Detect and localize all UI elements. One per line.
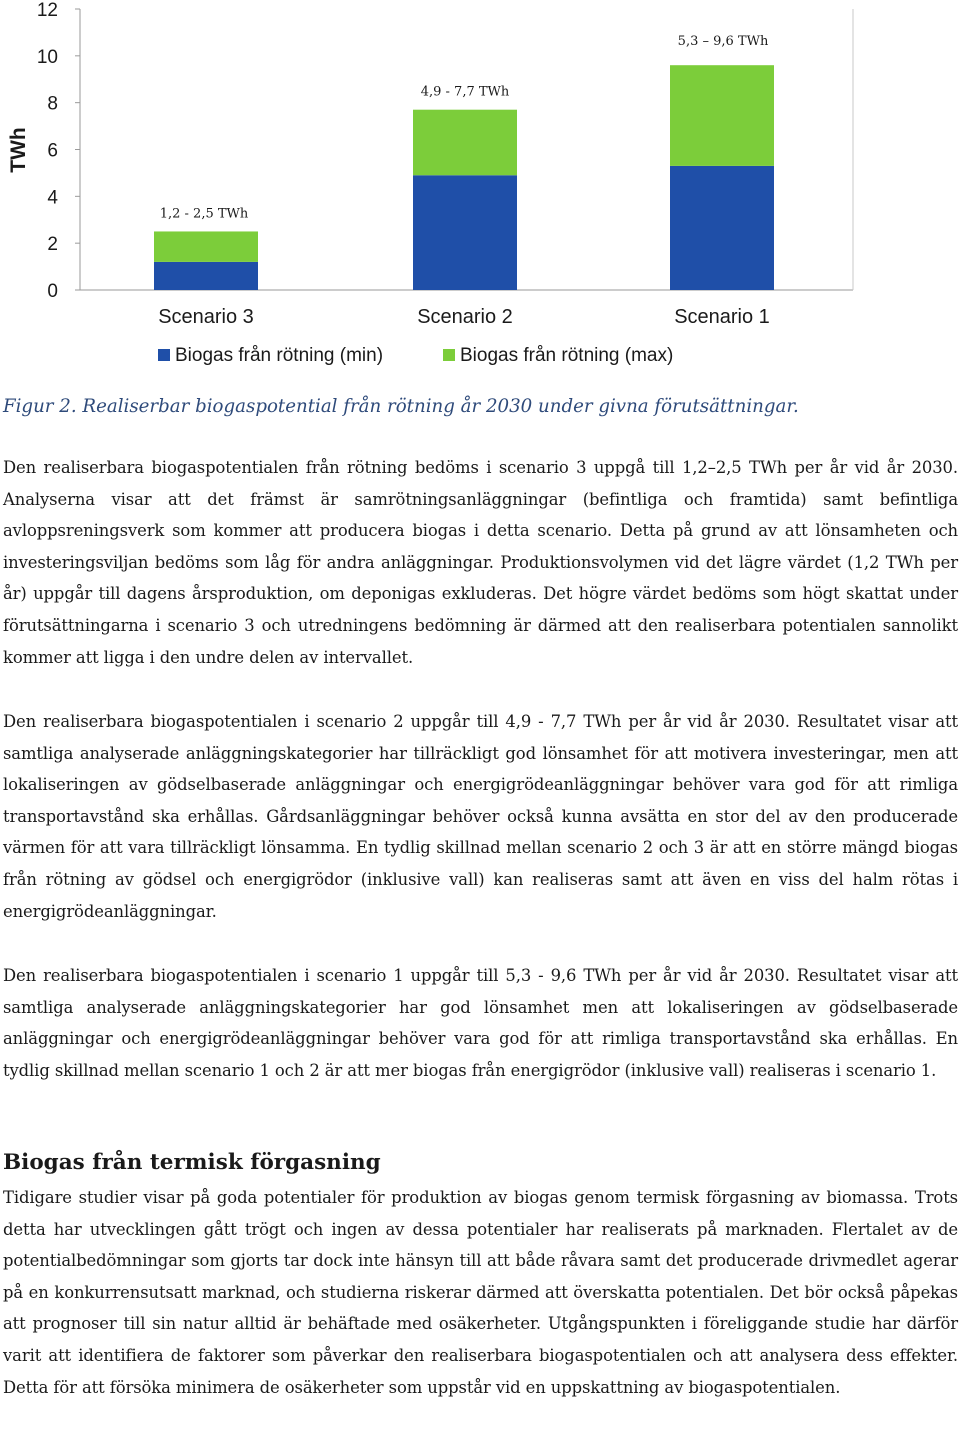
y-tick-label: 4 <box>47 187 58 209</box>
y-tick-label: 0 <box>47 281 58 302</box>
data-label: 4,9 - 7,7 TWh <box>420 84 510 100</box>
data-label: 1,2 - 2,5 TWh <box>159 206 249 222</box>
bar-min-scenario-3 <box>154 262 258 290</box>
bar-min-scenario-1 <box>670 166 774 290</box>
legend-swatch-max <box>443 349 455 361</box>
bar-max-scenario-3 <box>154 231 258 261</box>
y-tick-label: 8 <box>47 93 58 115</box>
biogas-chart <box>0 0 870 385</box>
figure-caption: Figur 2. Realiserbar biogaspotential från rötning år 2030 under givna förutsättningar. <box>3 396 799 417</box>
bar-max-scenario-1 <box>670 65 774 166</box>
data-label: 5,3 – 9,6 TWh <box>677 34 769 49</box>
plot-area <box>7 0 853 366</box>
y-axis-label: TWh <box>7 127 30 173</box>
y-tick-label: 2 <box>47 234 58 256</box>
chart-svg <box>0 0 870 385</box>
x-tick-label: Scenario 3 <box>158 306 254 328</box>
x-tick-label: Scenario 1 <box>674 306 770 328</box>
paragraph-scenario-1: Den realiserbara biogaspotentialen i scenario 1 uppgår till 5,3 - 9,6 TWh per år vid år 2030. Resultatet visar att samtliga analyserade anläggningskategorier har god lönsamhet men att lokaliseringen av gödselbaserade anläggningar och energigrödeanläggningar behöver vara god för att rimliga transportavstånd ska erhållas. En tydlig skillnad mellan scenario 1 och 2 är att mer biogas från energigrödor (inklusive vall) realiseras i scenario 1. <box>3 966 958 1080</box>
legend-swatch-min <box>158 349 170 361</box>
y-tick-label: 10 <box>36 46 58 68</box>
bar-max-scenario-2 <box>413 110 517 176</box>
legend-label-min: Biogas från rötning (min) <box>175 345 384 366</box>
section-heading: Biogas från termisk förgasning <box>3 1150 381 1175</box>
x-tick-label: Scenario 2 <box>417 306 513 328</box>
y-tick-label: 12 <box>36 0 58 21</box>
paragraph-termisk-forgasning: Tidigare studier visar på goda potentialer för produktion av biogas genom termisk förgasning av biomassa. Trots detta har utvecklingen gått trögt och ingen av dessa potentialer har realiserats på marknaden. Flertalet av de potentialbedömningar som gjorts tar dock inte hänsyn till att både råvara samt det producerade drivmedlet agerar på en konkurrensutsatt marknad, och studierna riskerar därmed att överskatta potentialen. Det bör också påpekas att prognoser till sin natur alltid är behäftade med osäkerheter. Utgångspunkten i föreliggande studie har därför varit att identifiera de faktorer som påverkar den realiserbara biogaspotentialen och att analysera dess effekter. Detta för att försöka minimera de osäkerheter som uppstår vid en uppskattning av biogaspotentialen. <box>3 1188 958 1397</box>
bar-min-scenario-2 <box>413 175 517 290</box>
legend-label-max: Biogas från rötning (max) <box>460 345 674 366</box>
paragraph-scenario-2: Den realiserbara biogaspotentialen i scenario 2 uppgår till 4,9 - 7,7 TWh per år vid år 2030. Resultatet visar att samtliga analyserade anläggningskategorier har tillräckligt god lönsamhet för att motivera investeringar, men att lokaliseringen av gödselbaserade anläggningar och energigrödeanläggningar behöver vara god för att rimliga transportavstånd ska erhållas. Gårdsanläggningar behöver också kunna avsätta en stor del av den producerade värmen för att vara tillräckligt lönsamma. En tydlig skillnad mellan scenario 2 och 3 är att en större mängd biogas från rötning av gödsel och energigrödor (inklusive vall) kan realiseras samt att även en viss del halm rötas i energigrödeanläggningar. <box>3 712 958 921</box>
paragraph-scenario-3: Den realiserbara biogaspotentialen från rötning bedöms i scenario 3 uppgå till 1,2–2,5 TWh per år vid år 2030. Analyserna visar att det främst är samrötningsanläggningar (befintliga och framtida) samt befintliga avloppsreningsverk som kommer att producera biogas i detta scenario. Detta på grund av att lönsamheten och investeringsviljan bedöms som låg för andra anläggningar. Produktionsvolymen vid det lägre värdet (1,2 TWh per år) uppgår till dagens årsproduktion, om deponigas exkluderas. Det högre värdet bedöms som högt skattat under förutsättningarna i scenario 3 och utredningens bedömning är därmed att den realiserbara potentialen sannolikt kommer att ligga i den undre delen av intervallet. <box>3 458 958 667</box>
y-tick-label: 6 <box>47 140 58 162</box>
